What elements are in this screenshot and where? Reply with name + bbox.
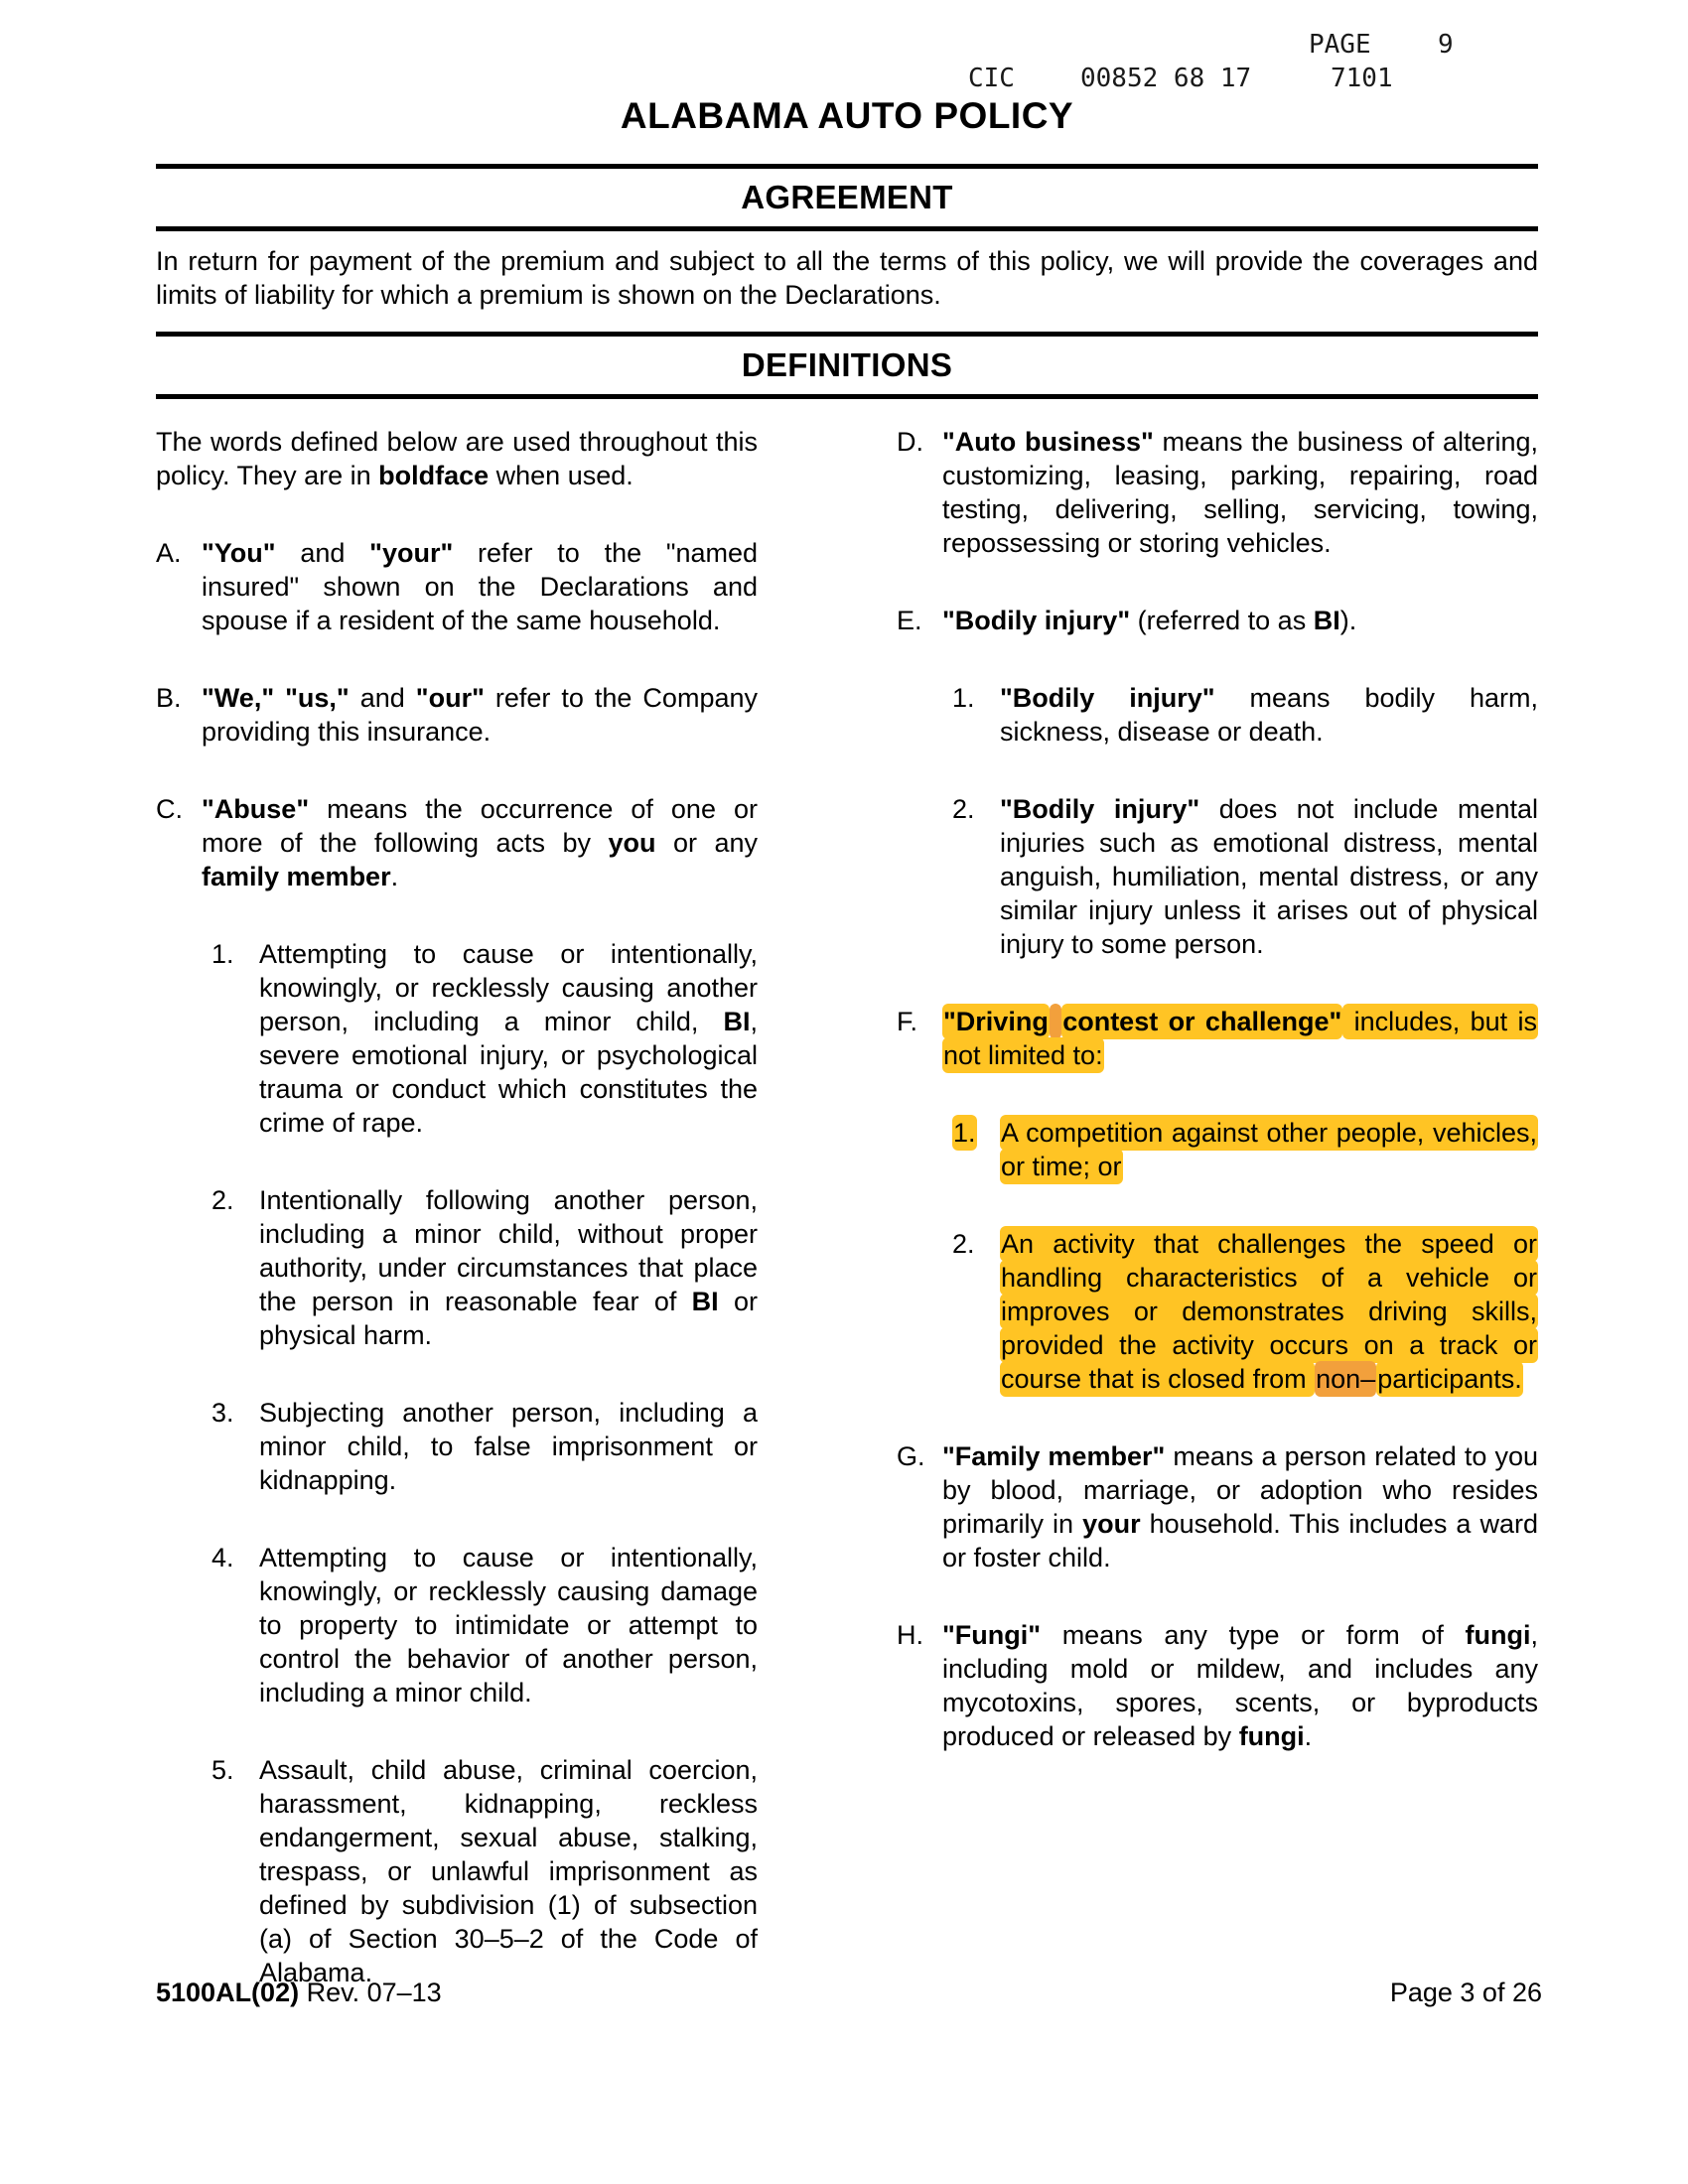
header-page-word: PAGE — [1309, 30, 1371, 60]
subitem-text: Subjecting another person, including a minor child, to false imprisonment or kidnapping. — [259, 1398, 758, 1495]
divider — [156, 226, 1538, 231]
subitem-text: Intentionally following another person, including a minor child, without proper authority, under circumstances that place the person in reasonable fear of BI or physical harm. — [259, 1185, 758, 1350]
definition-subitem-e2 — [952, 792, 1538, 961]
header-policy-number: 00852 68 17 — [1080, 64, 1252, 93]
definition-item-e — [897, 604, 1538, 637]
definition-subitem-f2 — [952, 1227, 1538, 1396]
page-indicator: Page 3 of 26 — [1389, 1978, 1542, 2007]
page-content — [156, 95, 1538, 2033]
subitem-number: 1. — [952, 683, 975, 713]
definitions-intro: The words defined below are used throughout this policy. They are in boldface when used. — [156, 427, 758, 490]
item-label: D. — [897, 427, 923, 457]
header-form-code: 7101 — [1331, 64, 1393, 93]
page-footer — [156, 1976, 1542, 2009]
subitem-text: Assault, child abuse, criminal coercion, harassment, kidnapping, reckless endangerment, sexual abuse, stalking, trespass, or unlawful imprisonment as defined by subdivision (1) of subsection (a) of Section 30–5–2 of the Code of Alabama. — [259, 1755, 758, 1987]
item-label: A. — [156, 538, 182, 568]
subitem-number: 1. — [211, 939, 234, 969]
header-cic-label: CIC — [968, 64, 1015, 93]
definition-subitem-c3 — [211, 1396, 758, 1497]
definition-subitem-c4 — [211, 1541, 758, 1709]
item-label: G. — [897, 1441, 925, 1471]
subitem-text: Attempting to cause or intentionally, knowingly, or recklessly causing another person, including a minor child, BI, severe emotional injury, or psychological trauma or conduct which constitutes the crime of rape. — [259, 939, 758, 1138]
item-text: "Auto business" means the business of altering, customizing, leasing, parking, repairing, road testing, delivering, selling, servicing, towing, repossessing or storing vehicles. — [942, 427, 1539, 558]
definition-subitem-c1 — [211, 937, 758, 1140]
agreement-heading: AGREEMENT — [741, 179, 953, 215]
subitem-number: 5. — [211, 1755, 234, 1785]
subitem-text: Attempting to cause or intentionally, knowingly, or recklessly causing damage to property to intimidate or attempt to control the behavior of another person, including a minor child. — [259, 1543, 758, 1707]
form-number-line — [156, 1976, 442, 2009]
subitem-number: 2. — [952, 794, 975, 824]
subitem-text: A competition against other people, vehicles, or time; or — [1000, 1116, 1538, 1183]
definition-item-h — [897, 1618, 1538, 1753]
definition-item-g — [897, 1439, 1538, 1574]
item-text: "We," "us," and "our" refer to the Company providing this insurance. — [202, 683, 758, 747]
subitem-text: "Bodily injury" does not include mental injuries such as emotional distress, mental anguish, humiliation, mental distress, or any similar injury unless it arises out of physical injury to some person. — [1000, 794, 1538, 959]
definition-subitem-e1 — [952, 681, 1538, 749]
divider — [156, 394, 1538, 399]
definition-item-a — [156, 536, 758, 637]
left-column — [156, 425, 758, 2033]
right-column — [897, 425, 1538, 2033]
subitem-text: An activity that challenges the speed or handling characteristics of a vehicle or improves or demonstrates driving skills, provided the activity occurs on a track or course that is closed from non–participants. — [1000, 1227, 1538, 1396]
definition-item-f — [897, 1005, 1538, 1072]
definition-subitem-f1 — [952, 1116, 1538, 1183]
item-label: B. — [156, 683, 182, 713]
item-label: F. — [897, 1007, 918, 1036]
item-text: "Bodily injury" (referred to as BI). — [942, 606, 1357, 635]
item-text: "Family member" means a person related to you by blood, marriage, or adoption who resides primarily in your household. This includes a ward or foster child. — [942, 1441, 1539, 1572]
item-text: "You" and "your" refer to the "named insured" shown on the Declarations and spouse if a resident of the same household. — [202, 538, 758, 635]
subitem-number: 3. — [211, 1398, 234, 1428]
item-text: "Driving contest or challenge" includes, but is not limited to: — [942, 1005, 1538, 1072]
subitem-number: 1. — [952, 1116, 1000, 1183]
definitions-columns — [156, 425, 1538, 2033]
definitions-heading: DEFINITIONS — [741, 346, 953, 383]
definition-subitem-c2 — [211, 1183, 758, 1352]
divider — [156, 164, 1538, 169]
definition-item-d — [897, 425, 1538, 560]
subitem-number: 2. — [211, 1185, 234, 1215]
item-text: "Fungi" means any type or form of fungi, including mold or mildew, and includes any mycotoxins, spores, scents, or byproducts produced or released by fungi. — [942, 1620, 1538, 1751]
subitem-number: 4. — [211, 1543, 234, 1572]
divider — [156, 332, 1538, 337]
subitem-number: 2. — [952, 1229, 975, 1259]
form-number: 5100AL(02) — [156, 1978, 300, 2007]
subitem-text: "Bodily injury" means bodily harm, sickness, disease or death. — [1000, 683, 1538, 747]
definition-subitem-c5 — [211, 1753, 758, 1989]
revision-text: Rev. 07–13 — [299, 1978, 442, 2007]
item-text: "Abuse" means the occurrence of one or more of the following acts by you or any family member. — [202, 794, 758, 891]
item-label: C. — [156, 794, 183, 824]
document-title: ALABAMA AUTO POLICY — [620, 95, 1074, 136]
definition-item-b — [156, 681, 758, 749]
item-label: E. — [897, 606, 922, 635]
definition-item-c — [156, 792, 758, 893]
header-page-number: 9 — [1438, 30, 1454, 60]
agreement-text: In return for payment of the premium and subject to all the terms of this policy, we will provide the coverages and limits of liability for which a premium is shown on the Declarations. — [156, 246, 1538, 310]
item-label: H. — [897, 1620, 923, 1650]
